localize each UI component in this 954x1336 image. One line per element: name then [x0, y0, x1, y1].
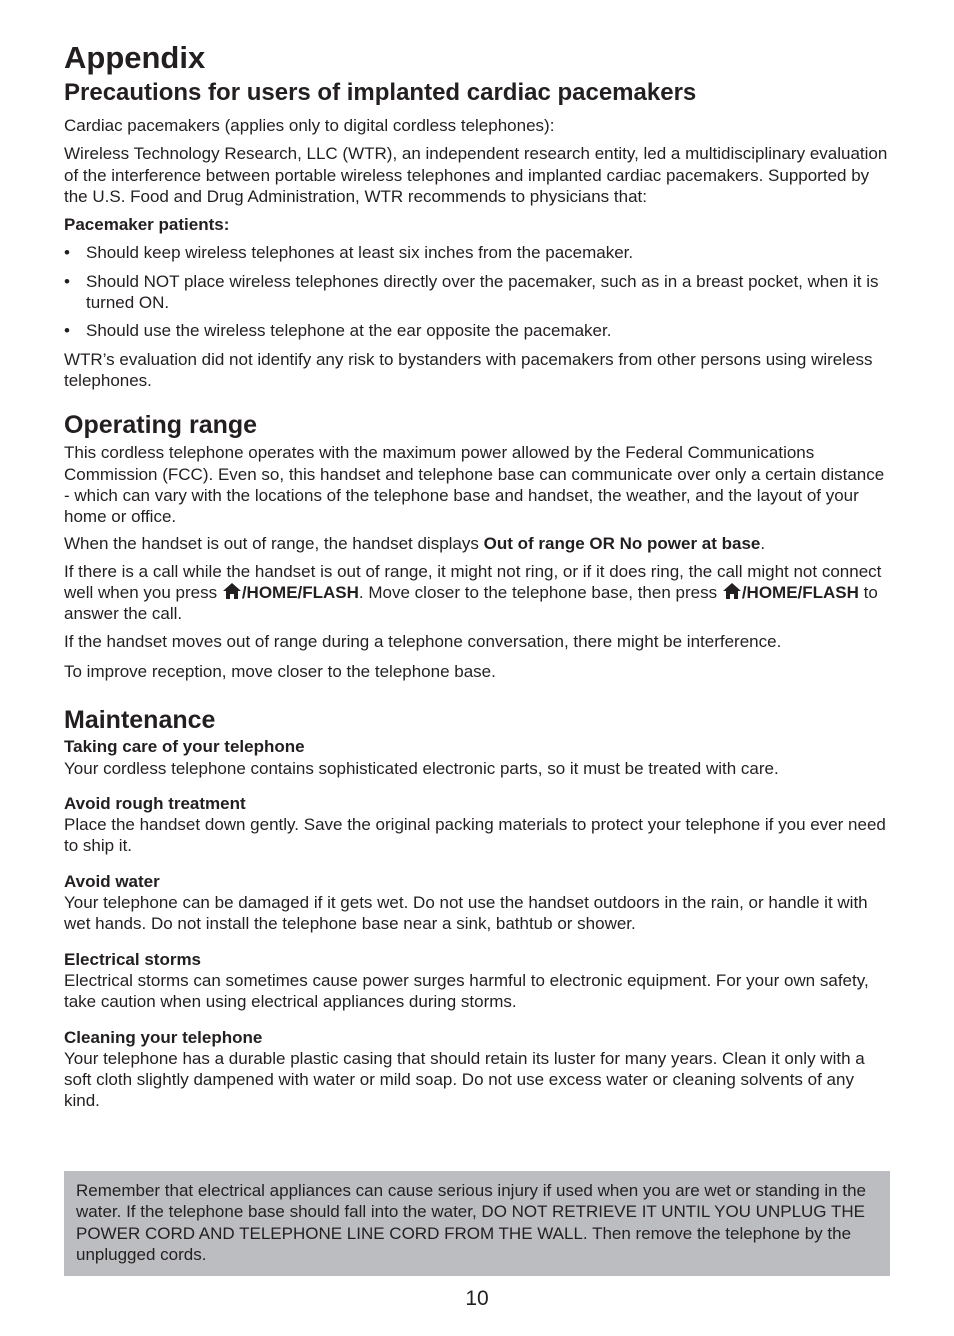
out-of-range-message: Out of range OR No power at base: [483, 534, 761, 554]
safety-note: Remember that electrical appliances can cause serious injury if used when you are wet or standing in the water. If the telephone base should fall into the water, DO NOT RETRIEVE IT UNTIL YOU UNPLUG THE POWER CORD AND TELEPHONE LINE CORD FROM THE WALL. Then remove the telephone by the unplugged cords.: [64, 1171, 890, 1276]
operating-range-heading: Operating range: [64, 411, 258, 440]
p2-end: .: [760, 534, 766, 554]
maintenance-item: [64, 736, 890, 779]
maintenance-item-text: Your cordless telephone contains sophisticated electronic parts, so it must be treated with care.: [64, 758, 779, 778]
pacemakers-paragraph: Wireless Technology Research, LLC (WTR), an independent research entity, led a multidisciplinary evaluation of the interference between portable wireless telephones and implanted cardiac pacemakers. Supported by the U.S. Food and Drug Administration, WTR recommends to physicians that:: [64, 144, 888, 206]
operating-range-p3: [64, 561, 890, 625]
maintenance-item-title: Avoid water: [64, 871, 160, 891]
operating-range-p4: If the handset moves out of range during a telephone conversation, there might be interference.: [64, 631, 782, 651]
p3-text-b: . Move closer to the telephone base, then press: [358, 583, 722, 603]
maintenance-item-text: Your telephone can be damaged if it gets wet. Do not use the handset outdoors in the rain, or handle it with wet hands. Do not install the telephone base near a sink, bathtub or shower.: [64, 893, 868, 934]
operating-range-p5: To improve reception, move closer to the telephone base.: [64, 661, 496, 681]
home-flash-label: /HOME/FLASH: [741, 583, 859, 603]
home-flash-key: [222, 583, 359, 602]
page-title: Appendix: [64, 40, 206, 75]
list-item: • Should use the wireless telephone at the ear opposite the pacemaker.: [64, 320, 890, 341]
home-flash-label: /HOME/FLASH: [241, 583, 359, 603]
maintenance-item-text: Electrical storms can sometimes cause power surges harmful to electronic equipment. For your own safety, take caution when using electrical appliances during storms.: [64, 970, 869, 1012]
maintenance-item-text: Place the handset down gently. Save the original packing materials to protect your telephone if you ever need to ship it.: [64, 815, 886, 856]
page-number: 10: [465, 1287, 489, 1310]
maintenance-item-title: Taking care of your telephone: [64, 737, 305, 757]
home-icon: [722, 582, 742, 600]
pacemaker-patients-subheading: Pacemaker patients:: [64, 215, 230, 235]
page-content: [64, 38, 890, 1112]
maintenance-item-title: Cleaning your telephone: [64, 1027, 263, 1047]
maintenance-item-text: Your telephone has a durable plastic casing that should retain its luster for many years. Clean it only with a soft cloth slightly dampened with water or mild soap. Do not use excess water or cleaning solvents of any kind.: [64, 1048, 865, 1111]
maintenance-item: [64, 949, 890, 1013]
home-flash-key: [722, 583, 859, 602]
maintenance-item: [64, 871, 890, 935]
pacemakers-intro: Cardiac pacemakers (applies only to digital cordless telephones):: [64, 116, 555, 135]
operating-range-p2: [64, 533, 890, 554]
p3-text-a: If there is a call while the handset is out of range, it might not ring, or if it does ring, the call might not connect well when you press: [64, 561, 882, 603]
list-item: • Should NOT place wireless telephones directly over the pacemaker, such as in a breast pocket, when it is turned ON.: [64, 271, 890, 314]
operating-range-p1: This cordless telephone operates with the maximum power allowed by the Federal Communications Commission (FCC). Even so, this handset and telephone base can communicate over only a certain distance - which can vary with the locations of the telephone base and handset, the weather, and the layout of your home or office.: [64, 443, 885, 527]
p3-text-c: to answer the call.: [64, 583, 878, 624]
maintenance-item-title: Avoid rough treatment: [64, 793, 246, 813]
pacemakers-closing: WTR’s evaluation did not identify any risk to bystanders with pacemakers from other persons using wireless telephones.: [64, 349, 873, 390]
maintenance-item: [64, 793, 890, 857]
home-icon: [222, 582, 242, 600]
pacemaker-bullets: [64, 242, 890, 341]
p2-text: When the handset is out of range, the handset displays: [64, 534, 484, 554]
maintenance-item-title: Electrical storms: [64, 949, 202, 969]
pacemakers-heading: Precautions for users of implanted cardiac pacemakers: [64, 79, 697, 106]
list-item: • Should keep wireless telephones at least six inches from the pacemaker.: [64, 242, 890, 263]
maintenance-heading: Maintenance: [64, 706, 216, 735]
maintenance-item: [64, 1027, 890, 1112]
